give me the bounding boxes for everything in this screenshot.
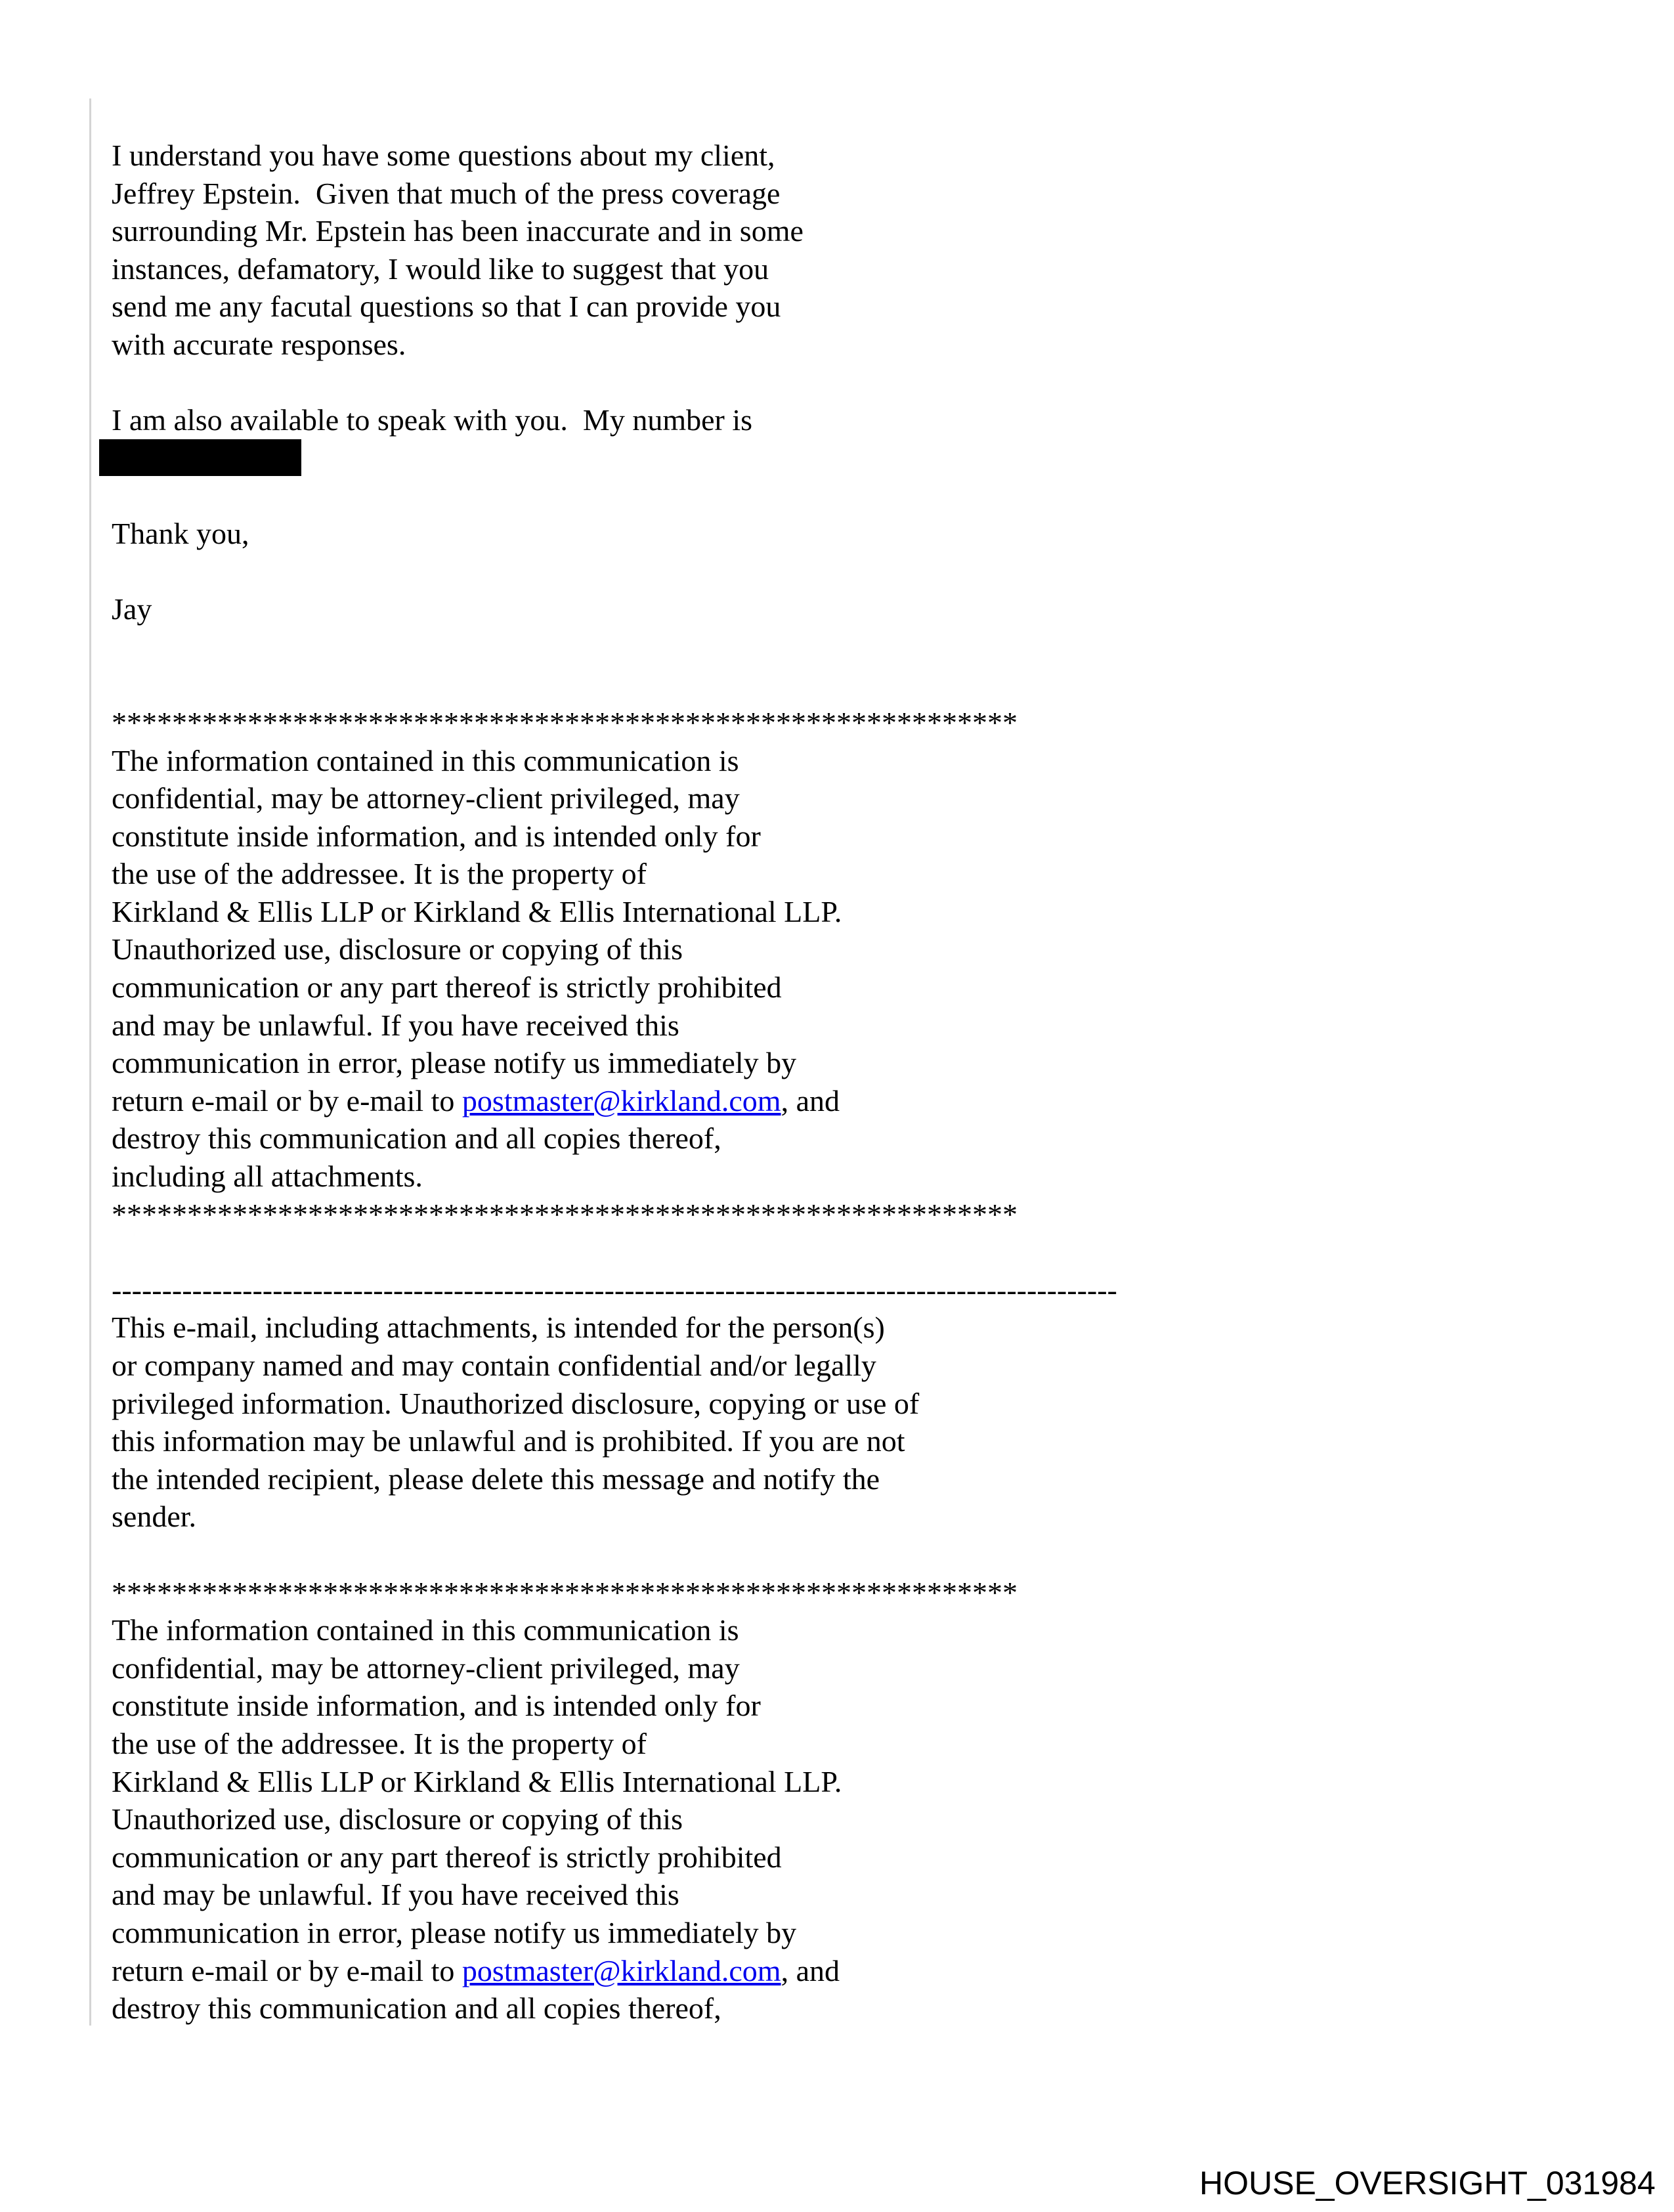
text-line: [112, 1233, 1117, 1271]
text-line: this information may be unlawful and is prohibited. If you are not: [112, 1424, 905, 1458]
text-line: ************************************************************: [112, 705, 1018, 739]
text-line: The information contained in this communication is: [112, 1613, 739, 1647]
text-line: Kirkland & Ellis LLP or Kirkland & Ellis International LLP.: [112, 1764, 842, 1798]
text-line: [112, 1952, 1117, 1990]
text-line: privileged information. Unauthorized disclosure, copying or use of: [112, 1386, 920, 1420]
text-line: with accurate responses.: [112, 327, 406, 361]
text-line: Thank you,: [112, 516, 249, 550]
text-line: confidential, may be attorney-client privileged, may: [112, 781, 740, 815]
bates-number: HOUSE_OVERSIGHT_031984: [1199, 2165, 1656, 2201]
text-line: [112, 666, 1117, 704]
text-line: ************************************************************: [112, 1197, 1018, 1231]
text-line: communication or any part thereof is strictly prohibited: [112, 1840, 782, 1874]
text-line: destroy this communication and all copies thereof,: [112, 1121, 721, 1156]
redaction-block: [99, 439, 301, 476]
text-line: [112, 628, 1117, 666]
text-line: including all attachments.: [112, 1160, 423, 1194]
text-line: constitute inside information, and is intended only for: [112, 819, 761, 853]
text-line: surrounding Mr. Epstein has been inaccurate and in some: [112, 214, 804, 248]
text-line: destroy this communication and all copies thereof,: [112, 1991, 721, 2026]
text-line: communication in error, please notify us immediately by: [112, 1046, 797, 1080]
text-line: Kirkland & Ellis LLP or Kirkland & Ellis International LLP.: [112, 894, 842, 928]
text-line: [112, 1082, 1117, 1120]
text-line: I am also available to speak with you. My number is: [112, 403, 753, 437]
text-line: I understand you have some questions about my client,: [112, 139, 775, 172]
text-line: constitute inside information, and is intended only for: [112, 1689, 761, 1723]
text-line: ----------------------------------------------------------------------------------------------------: [112, 1272, 1117, 1307]
line-text: , and: [781, 1083, 840, 1117]
text-line: This e-mail, including attachments, is intended for the person(s): [112, 1311, 885, 1345]
text-line: communication or any part thereof is strictly prohibited: [112, 970, 782, 1005]
text-line: Jeffrey Epstein. Given that much of the press coverage: [112, 176, 781, 210]
text-line: Jay: [112, 592, 152, 626]
text-line: the intended recipient, please delete this message and notify the: [112, 1462, 880, 1496]
text-line: [112, 364, 1117, 402]
text-line: Unauthorized use, disclosure or copying of this: [112, 1802, 683, 1836]
text-line: and may be unlawful. If you have received this: [112, 1878, 679, 1912]
text-line: The information contained in this communication is: [112, 743, 739, 777]
text-line: send me any facutal questions so that I can provide you: [112, 290, 781, 324]
text-line: Unauthorized use, disclosure or copying of this: [112, 932, 683, 966]
line-text: return e-mail or by e-mail to: [112, 1083, 462, 1117]
text-line: [112, 553, 1117, 591]
email-body: [112, 137, 1117, 2028]
text-line: and may be unlawful. If you have received this: [112, 1008, 679, 1042]
text-line: or company named and may contain confidential and/or legally: [112, 1349, 876, 1382]
postmaster-email-link[interactable]: postmaster@kirkland.com: [461, 1953, 781, 1987]
text-line: ************************************************************: [112, 1575, 1018, 1609]
text-line: instances, defamatory, I would like to suggest that you: [112, 251, 769, 286]
line-text: return e-mail or by e-mail to: [112, 1953, 462, 1987]
text-line: communication in error, please notify us immediately by: [112, 1915, 797, 1949]
text-line: [112, 477, 1117, 515]
text-line: the use of the addressee. It is the property of: [112, 857, 647, 891]
postmaster-email-link[interactable]: postmaster@kirkland.com: [461, 1083, 781, 1117]
text-line: [112, 1536, 1117, 1574]
text-line: confidential, may be attorney-client privileged, may: [112, 1651, 740, 1685]
quote-rule: [89, 98, 91, 2026]
text-line: the use of the addressee. It is the property of: [112, 1726, 647, 1760]
text-line: sender.: [112, 1500, 197, 1534]
line-text: , and: [781, 1953, 840, 1987]
